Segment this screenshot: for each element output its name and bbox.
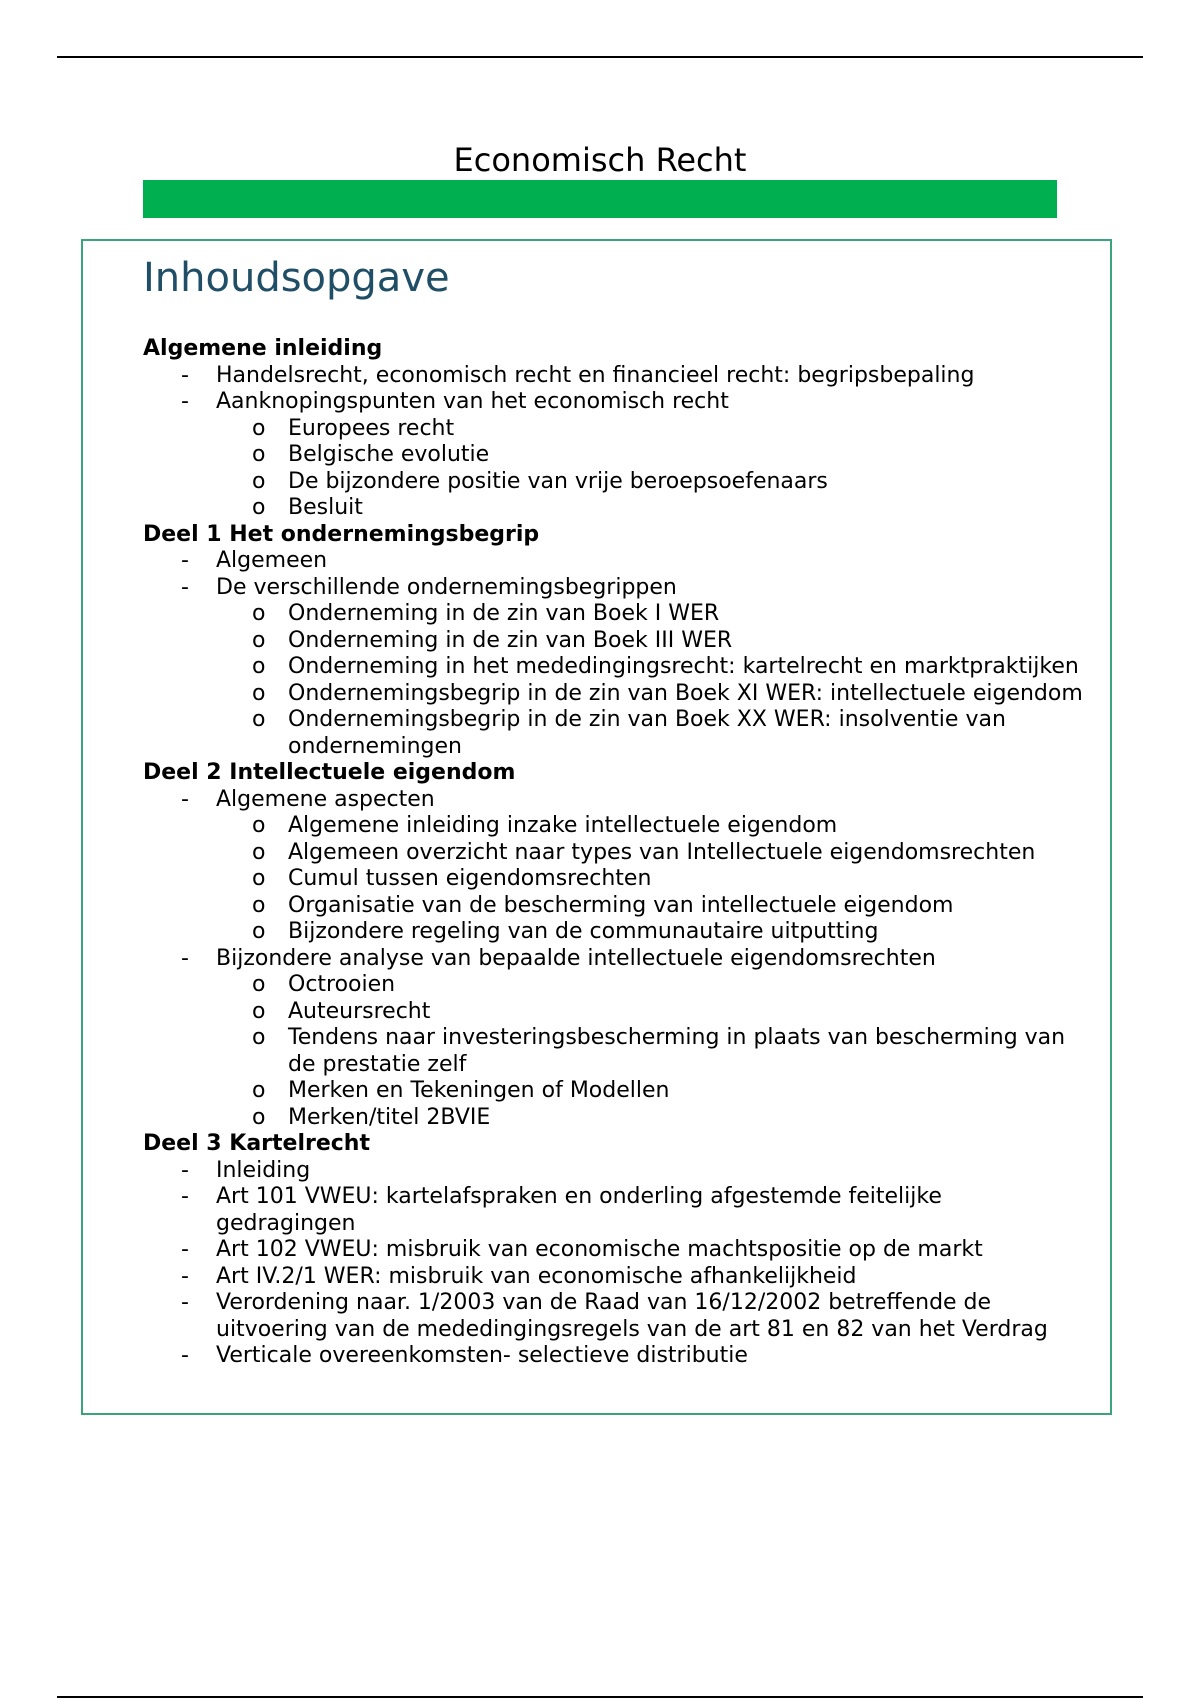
toc-item[interactable]: - Handelsrecht, economisch recht en financieel recht: begripsbepaling — [143, 363, 1083, 390]
toc-subitem[interactable]: o Europees recht — [143, 416, 1083, 443]
toc-item[interactable]: - Algemene aspecten — [143, 787, 1083, 814]
footer-rule — [57, 1696, 1143, 1698]
toc-subitem[interactable]: o Onderneming in het mededingingsrecht: kartelrecht en marktpraktijken — [143, 654, 1083, 681]
toc-item[interactable]: - Verordening naar. 1/2003 van de Raad van 16/12/2002 betreffende de uitvoering van de mededingingsregels van de art 81 en 82 van het Verdrag — [143, 1290, 1083, 1343]
toc-section[interactable]: Deel 3 Kartelrecht — [143, 1131, 370, 1156]
toc-subitem[interactable]: o Merken en Tekeningen of Modellen — [143, 1078, 1083, 1105]
toc-item[interactable]: - Art 101 VWEU: kartelafspraken en onderling afgestemde feitelijke gedragingen — [143, 1184, 1083, 1237]
toc-item[interactable]: - De verschillende ondernemingsbegrippen — [143, 575, 1083, 602]
toc-subitem[interactable]: o Bijzondere regeling van de communautaire uitputting — [143, 919, 1083, 946]
toc-subitem[interactable]: o Algemeen overzicht naar types van Intellectuele eigendomsrechten — [143, 840, 1083, 867]
toc-list — [143, 336, 1083, 1370]
title-accent-bar — [143, 180, 1057, 218]
toc-subitem[interactable]: o Tendens naar investeringsbescherming in plaats van bescherming van de prestatie zelf — [143, 1025, 1083, 1078]
toc-item[interactable]: - Inleiding — [143, 1158, 1083, 1185]
toc-subitem[interactable]: o Merken/titel 2BVIE — [143, 1105, 1083, 1132]
toc-item[interactable]: - Art IV.2/1 WER: misbruik van economische afhankelijkheid — [143, 1264, 1083, 1291]
header-rule — [57, 56, 1143, 58]
toc-heading: Inhoudsopgave — [143, 255, 450, 301]
toc-subitem[interactable]: o Onderneming in de zin van Boek III WER — [143, 628, 1083, 655]
toc-subitem[interactable]: o Algemene inleiding inzake intellectuele eigendom — [143, 813, 1083, 840]
toc-subitem[interactable]: o Ondernemingsbegrip in de zin van Boek XI WER: intellectuele eigendom — [143, 681, 1083, 708]
toc-subitem[interactable]: o Ondernemingsbegrip in de zin van Boek XX WER: insolventie van ondernemingen — [143, 707, 1083, 760]
toc-subitem[interactable]: o Octrooien — [143, 972, 1083, 999]
toc-item[interactable]: - Art 102 VWEU: misbruik van economische machtspositie op de markt — [143, 1237, 1083, 1264]
toc-item[interactable]: - Aanknopingspunten van het economisch recht — [143, 389, 1083, 416]
toc-subitem[interactable]: o Belgische evolutie — [143, 442, 1083, 469]
toc-section[interactable]: Deel 1 Het ondernemingsbegrip — [143, 521, 540, 547]
toc-subitem[interactable]: o Besluit — [143, 495, 1083, 522]
toc-section[interactable]: Algemene inleiding — [143, 336, 383, 361]
toc-subitem[interactable]: o Onderneming in de zin van Boek I WER — [143, 601, 1083, 628]
toc-section[interactable]: Deel 2 Intellectuele eigendom — [143, 760, 516, 785]
toc-item[interactable]: - Verticale overeenkomsten- selectieve distributie — [143, 1343, 1083, 1370]
toc-subitem[interactable]: o Cumul tussen eigendomsrechten — [143, 866, 1083, 893]
toc-subitem[interactable]: o De bijzondere positie van vrije beroepsoefenaars — [143, 469, 1083, 496]
toc-item[interactable]: - Bijzondere analyse van bepaalde intellectuele eigendomsrechten — [143, 946, 1083, 973]
toc-subitem[interactable]: o Organisatie van de bescherming van intellectuele eigendom — [143, 893, 1083, 920]
toc-item[interactable]: - Algemeen — [143, 548, 1083, 575]
document-title: Economisch Recht — [453, 141, 747, 179]
toc-subitem[interactable]: o Auteursrecht — [143, 999, 1083, 1026]
